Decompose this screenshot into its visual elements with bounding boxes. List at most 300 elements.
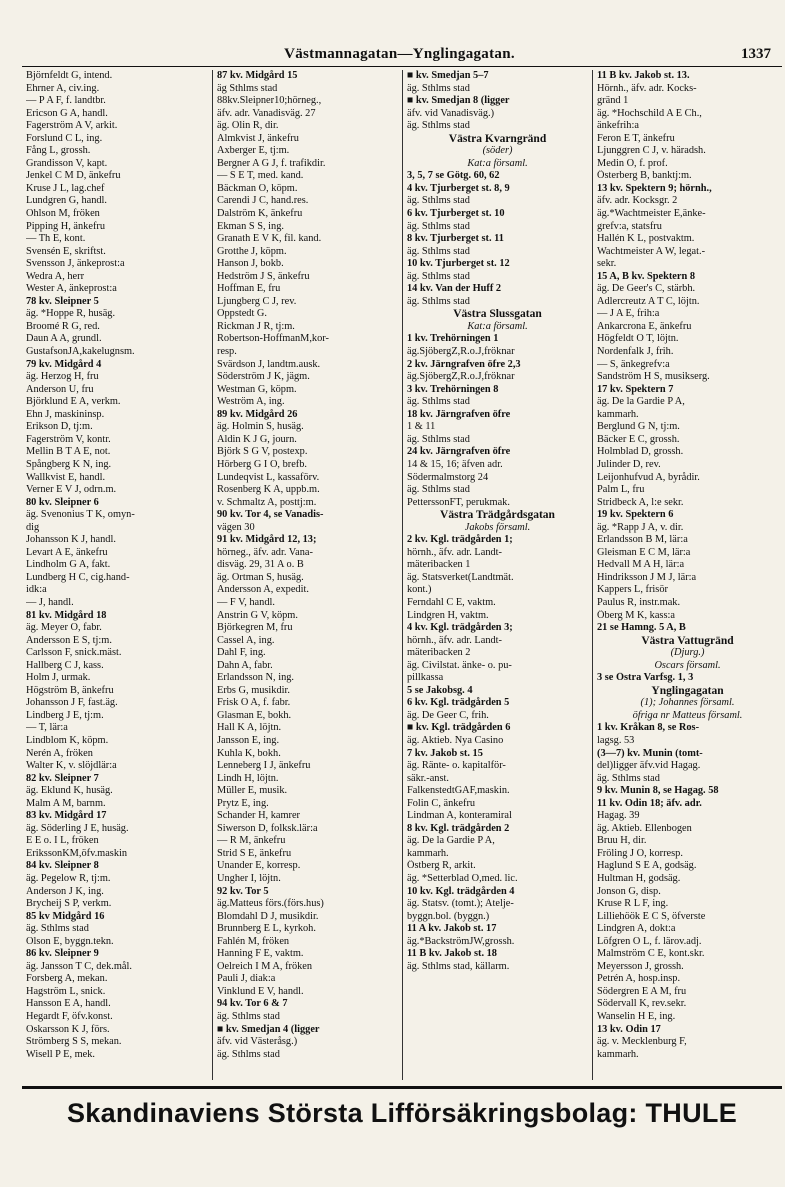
directory-entry: äg. Sthlms stad bbox=[407, 82, 470, 94]
directory-entry: 2 kv. Järngrafven öfre 2,3 bbox=[407, 358, 521, 370]
directory-entry: Lindh H, löjtn. bbox=[217, 772, 279, 784]
directory-entry: Ohlson M, fröken bbox=[26, 208, 100, 220]
directory-entry: 1 kv. Trehörningen 1 bbox=[407, 333, 499, 345]
directory-entry: Hedström J S, änkefru bbox=[217, 270, 310, 282]
directory-entry: Olson E, byggn.tekn. bbox=[26, 935, 114, 947]
directory-entry: äg.*BackströmJW,grossh. bbox=[407, 935, 515, 947]
directory-entry: ■ kv. Kgl. trädgården 6 bbox=[407, 722, 511, 734]
directory-entry: Aldin K J G, journ. bbox=[217, 433, 297, 445]
directory-entry: Wanselin H E, ing. bbox=[597, 1011, 676, 1023]
directory-entry: Pipping H, änkefru bbox=[26, 220, 106, 232]
directory-entry: Anstrin G V, köpm. bbox=[217, 609, 298, 621]
directory-entry: 6 kv. Tjurberget st. 10 bbox=[407, 208, 505, 220]
directory-entry: Erikson D, tj:m. bbox=[26, 421, 93, 433]
directory-entry: Fagerström A V, arkit. bbox=[26, 120, 118, 132]
directory-entry: 92 kv. Tor 5 bbox=[217, 885, 269, 897]
directory-entry: Dalström K, änkefru bbox=[217, 208, 303, 220]
directory-entry: 7 kv. Jakob st. 15 bbox=[407, 747, 483, 759]
directory-entry: 10 kv. Kgl. trädgården 4 bbox=[407, 885, 515, 897]
directory-entry: 13 kv. Odin 17 bbox=[597, 1023, 661, 1035]
directory-entry: Svensson J, änkeprost:a bbox=[26, 258, 125, 270]
directory-entry: Södermalmstorg 24 bbox=[407, 471, 489, 483]
directory-entry: 94 kv. Tor 6 & 7 bbox=[217, 998, 288, 1010]
directory-entry: Västra Slussgatan bbox=[453, 308, 542, 321]
directory-entry: 84 kv. Sleipner 8 bbox=[26, 860, 99, 872]
directory-entry: äg. Sthlms stad bbox=[407, 396, 470, 408]
directory-entry: v. Schmaltz A, posttj:m. bbox=[217, 496, 317, 508]
page-number: 1337 bbox=[741, 46, 771, 62]
directory-entry: 21 se Hamng. 5 A, B bbox=[597, 622, 686, 634]
directory-entry: Vinklund E V, handl. bbox=[217, 985, 304, 997]
directory-entry: Hultman H, godsäg. bbox=[597, 873, 681, 884]
directory-entry: 80 kv. Sleipner 6 bbox=[26, 496, 99, 508]
directory-entry: — Th E, kont. bbox=[26, 233, 86, 245]
directory-entry: Hallberg C J, kass. bbox=[26, 659, 104, 671]
footer-advertisement: Skandinaviens Största Lifförsäkringsbolag: THULE bbox=[66, 1098, 738, 1128]
directory-entry: kammarh. bbox=[597, 1048, 639, 1060]
directory-entry: Lindgren H, vaktm. bbox=[407, 609, 489, 621]
directory-entry: äg. Jansson T C, dek.mål. bbox=[26, 960, 132, 972]
directory-entry: äg. Statsv. (tomt.); Atelje- bbox=[407, 898, 514, 910]
directory-entry: Grandisson V, kapt. bbox=[26, 157, 108, 169]
directory-entry: Strömberg S S, mekan. bbox=[26, 1036, 122, 1048]
directory-entry: Oscars församl. bbox=[654, 659, 721, 671]
directory-entry: Bäcker E C, grossh. bbox=[597, 433, 680, 445]
directory-entry: Lindblom K, köpm. bbox=[26, 734, 109, 746]
directory-entry: resp. bbox=[217, 346, 237, 358]
directory-entry: idk:a bbox=[26, 584, 47, 596]
directory-entry: Kappers L, frisör bbox=[597, 584, 668, 596]
directory-entry: Erbs G, musikdir. bbox=[217, 684, 290, 696]
directory-entry: Axberger E, tj:m. bbox=[217, 145, 290, 157]
directory-entry: PetterssonFT, perukmak. bbox=[407, 496, 510, 508]
directory-entry: Österberg B, banktj:m. bbox=[597, 170, 692, 182]
directory-entry: 1 kv. Kråkan 8, se Ros- bbox=[597, 722, 700, 734]
directory-entry: Verner E V J, odrn.m. bbox=[26, 484, 117, 496]
directory-entry: äg. Civilstat. änke- o. pu- bbox=[407, 659, 512, 671]
directory-entry: Björk S G V, postexp. bbox=[217, 446, 308, 458]
directory-entry: hörnh., äfv. adr. Landt- bbox=[407, 546, 502, 558]
directory-entry: Fagerström V, kontr. bbox=[26, 433, 111, 445]
directory-entry: Granath E V K, fil. kand. bbox=[217, 233, 322, 245]
directory-entry: Feron E T, änkefru bbox=[597, 132, 675, 144]
directory-entry: äg. Sthlms stad bbox=[407, 484, 470, 496]
directory-entry: Jansson E, ing. bbox=[217, 734, 280, 746]
directory-entry: — P A F, f. landtbr. bbox=[26, 95, 106, 107]
directory-entry: Holmblad D, grossh. bbox=[597, 446, 684, 458]
directory-entry: Lindgren A, dokt:a bbox=[597, 923, 676, 935]
directory-entry: — F V, handl. bbox=[217, 596, 275, 608]
directory-entry: Gleisman E C M, lär:a bbox=[597, 546, 691, 558]
directory-entry: Glasman E, bokh. bbox=[217, 709, 292, 721]
directory-entry: Erlandsson N, ing. bbox=[217, 672, 294, 684]
directory-entry: äg. Sthlms stad bbox=[407, 195, 470, 207]
directory-entry: äg. De la Gardie P A, bbox=[597, 396, 685, 408]
directory-entry: 83 kv. Midgård 17 bbox=[26, 810, 107, 822]
directory-entry: Paulus R, instr.mak. bbox=[597, 596, 681, 608]
directory-entry: Björklund E A, verkm. bbox=[26, 396, 121, 408]
directory-entry: disväg. 29, 31 A o. B bbox=[217, 559, 304, 571]
directory-entry: 88kv.Sleipner10;hörneg., bbox=[217, 95, 322, 107]
directory-entry: äg. De la Gardie P A, bbox=[407, 835, 495, 847]
directory-entry: äfv. vid Västeråsg.) bbox=[217, 1036, 298, 1048]
directory-entry: Berglund G N, tj:m. bbox=[597, 421, 680, 433]
directory-entry: Lindberg J E, tj:m. bbox=[26, 709, 104, 721]
directory-entry: Öberg M K, kass:a bbox=[597, 609, 675, 621]
directory-entry: Haglund S E A, godsäg. bbox=[597, 860, 697, 872]
directory-entry: ■ kv. Smedjan 4 (ligger bbox=[217, 1023, 320, 1035]
directory-entry: Kruse R L F, ing. bbox=[597, 898, 669, 910]
directory-entry: Pauli J, diak:a bbox=[217, 973, 276, 985]
directory-entry: Weström A, ing. bbox=[217, 396, 285, 408]
directory-entry: äg. Meyer O, fabr. bbox=[26, 622, 102, 634]
directory-entry: Hagström L, snick. bbox=[26, 985, 106, 997]
directory-entry: Mellin B T A E, not. bbox=[26, 446, 111, 458]
directory-entry: Strid S E, änkefru bbox=[217, 847, 292, 859]
directory-entry: E E o. I L, fröken bbox=[26, 835, 99, 847]
directory-entry: Robertson-HoffmanM,kor- bbox=[217, 333, 329, 345]
directory-entry: Svärdson J, landtm.ausk. bbox=[217, 358, 321, 370]
directory-entry: Meyersson J, grossh. bbox=[597, 960, 684, 972]
directory-entry: del)ligger äfv.vid Hagag. bbox=[597, 760, 701, 772]
directory-entry: äg Sthlms stad bbox=[217, 82, 278, 94]
directory-entry: äg. De Geer C, frih. bbox=[407, 709, 489, 721]
directory-entry: Hagag. 39 bbox=[597, 810, 640, 822]
directory-entry: 91 kv. Midgård 12, 13; bbox=[217, 534, 317, 546]
directory-entry: 5 se Jakobsg. 4 bbox=[407, 684, 473, 696]
directory-entry: Björkegren M, fru bbox=[217, 622, 293, 634]
footer-rule bbox=[22, 1086, 782, 1089]
directory-entry: äg. *Hochschild A E Ch., bbox=[597, 107, 702, 119]
directory-entry: 4 kv. Kgl. trädgården 3; bbox=[407, 622, 513, 634]
directory-entry: Västra Kvarngränd bbox=[448, 132, 547, 145]
directory-entry: äg.SjöbergZ,R.o.J,fröknar bbox=[407, 346, 515, 358]
directory-entry: 2 kv. Kgl. trädgården 1; bbox=[407, 534, 513, 546]
directory-entry: Kruse J L, lag.chef bbox=[26, 182, 105, 194]
directory-entry: Malm A M, barnm. bbox=[26, 797, 106, 809]
directory-entry: 3, 5, 7 se Götg. 60, 62 bbox=[407, 170, 500, 182]
directory-entry: Hörberg G I O, brefb. bbox=[217, 458, 308, 470]
directory-entry: Sandström H S, musikserg. bbox=[597, 371, 710, 383]
directory-entry: — S E T, med. kand. bbox=[217, 170, 304, 182]
directory-entry: 85 kv Midgård 16 bbox=[26, 910, 105, 922]
directory-entry: Medin O, f. prof. bbox=[597, 157, 668, 169]
directory-entry: Lundberg H C, cig.hand- bbox=[26, 571, 130, 583]
directory-entry: Bruu H, dir. bbox=[597, 835, 647, 847]
directory-entry: äg.Matteus förs.(förs.hus) bbox=[217, 898, 324, 910]
directory-entry: äfv. vid Vanadisväg.) bbox=[407, 107, 495, 119]
directory-entry: äg. Sthlms stad bbox=[407, 433, 470, 445]
directory-entry: sekr. bbox=[597, 258, 617, 270]
directory-entry: 8 kv. Kgl. trädgården 2 bbox=[407, 822, 510, 834]
directory-entry: Carlsson F, snick.mäst. bbox=[26, 647, 122, 659]
directory-entry: äg. Olin R, dir. bbox=[217, 120, 279, 132]
directory-entry: äg. *Hoppe R, husäg. bbox=[26, 308, 116, 320]
directory-entry: FalkenstedtGAF,maskin. bbox=[407, 785, 510, 797]
directory-entry: 11 A kv. Jakob st. 17 bbox=[407, 923, 497, 935]
directory-entry: äg. *Rapp J A, v. dir. bbox=[597, 521, 684, 533]
directory-entry: äg. Holmin S, husäg. bbox=[217, 421, 304, 433]
directory-entry: Broomé R G, red. bbox=[26, 320, 100, 332]
directory-column-2 bbox=[212, 70, 402, 1080]
directory-entry: Oskarsson K J, förs. bbox=[26, 1023, 110, 1035]
directory-entry: gränd 1 bbox=[597, 95, 629, 107]
directory-entry: Löfgren O L, f. lärov.adj. bbox=[597, 935, 702, 947]
directory-entry: 6 kv. Kgl. trädgården 5 bbox=[407, 697, 510, 709]
directory-entry: Högström B, änkefru bbox=[26, 684, 114, 696]
directory-entry: Bäckman O, köpm. bbox=[217, 182, 298, 194]
directory-entry: Hallén K L, postvaktm. bbox=[597, 233, 695, 245]
directory-entry: Nordenfalk J, frih. bbox=[597, 346, 674, 358]
directory-entry: Ljunggren C J, v. häradsh. bbox=[597, 145, 706, 157]
directory-entry: 87 kv. Midgård 15 bbox=[217, 70, 298, 81]
directory-entry: Westman G, köpm. bbox=[217, 383, 297, 395]
directory-column-3 bbox=[402, 70, 592, 1080]
directory-entry: (Djurg.) bbox=[670, 647, 705, 659]
directory-entry: Levart A E, änkefru bbox=[26, 546, 108, 558]
directory-entry: Hanning F E, vaktm. bbox=[217, 948, 304, 960]
directory-entry: lagsg. 53 bbox=[597, 734, 635, 746]
directory-entry: Lundeqvist L, kassaförv. bbox=[217, 471, 320, 483]
directory-entry: äg. Sthlms stad bbox=[26, 923, 89, 935]
directory-entry: äg. Ortman S, husäg. bbox=[217, 571, 304, 583]
directory-entry: — J A E, frih:a bbox=[597, 308, 660, 320]
directory-entry: 24 kv. Järngrafven öfre bbox=[407, 446, 511, 458]
header-rule bbox=[22, 66, 782, 67]
directory-entry: Östberg R, arkit. bbox=[407, 860, 476, 872]
directory-entry: Ehn J, maskininsp. bbox=[26, 408, 105, 420]
directory-entry: Malmström C E, kont.skr. bbox=[597, 948, 705, 960]
directory-entry: Oppstedt G. bbox=[217, 308, 267, 320]
directory-entry: kammarh. bbox=[597, 408, 639, 420]
directory-entry: mäteribacken 2 bbox=[407, 647, 471, 659]
directory-entry: Johansson K J, handl. bbox=[26, 534, 116, 546]
directory-entry: ErikssonKM,öfv.maskin bbox=[26, 847, 128, 859]
directory-entry: 13 kv. Spektern 9; hörnh., bbox=[597, 182, 712, 194]
directory-entry: Oelreich I M A, fröken bbox=[217, 960, 313, 972]
directory-entry: (söder) bbox=[482, 145, 513, 157]
directory-entry: byggn.bol. (byggn.) bbox=[407, 910, 490, 922]
directory-entry: Wisell P E, mek. bbox=[26, 1048, 96, 1060]
directory-entry: Wedra A, herr bbox=[26, 270, 85, 282]
directory-entry: Ericson G A, handl. bbox=[26, 107, 108, 119]
directory-entry: Ankarcrona E, änkefru bbox=[597, 320, 692, 332]
directory-entry: Söderström J K, jägm. bbox=[217, 371, 310, 383]
directory-entry: — S, änkegrefv:a bbox=[597, 358, 670, 370]
directory-entry: Södergren E A M, fru bbox=[597, 985, 687, 997]
directory-entry: Ekman S S, ing. bbox=[217, 220, 284, 232]
directory-entry: dig bbox=[26, 521, 40, 533]
directory-entry: ■ kv. Smedjan 5–7 bbox=[407, 70, 489, 81]
directory-entry: Hanson J, bokb. bbox=[217, 258, 284, 270]
directory-entry: Brycheij S P, verkm. bbox=[26, 898, 112, 910]
directory-entry: Daun A A, grundl. bbox=[26, 333, 102, 345]
directory-entry: 1 & 11 bbox=[407, 421, 436, 433]
directory-entry: Hall K A, löjtn. bbox=[217, 722, 282, 734]
directory-entry: Blomdahl D J, musikdir. bbox=[217, 910, 319, 922]
directory-entry: äfv. adr. Vanadisväg. 27 bbox=[217, 107, 316, 119]
directory-entry: 4 kv. Tjurberget st. 8, 9 bbox=[407, 182, 510, 194]
directory-entry: — R M, änkefru bbox=[217, 835, 286, 847]
directory-column-4 bbox=[592, 70, 782, 1080]
directory-entry: äg. Sthlms stad, källarm. bbox=[407, 960, 510, 972]
directory-entry: Wachtmeister A W, legat.- bbox=[597, 245, 706, 257]
directory-entry: Anderson J K, ing. bbox=[26, 885, 104, 897]
directory-entry: Wester A, änkeprost:a bbox=[26, 283, 117, 295]
directory-entry: Svensén E, skriftst. bbox=[26, 245, 106, 257]
directory-entry: Brunnberg E L, kyrkoh. bbox=[217, 923, 316, 935]
directory-entry: Unander E, korresp. bbox=[217, 860, 301, 872]
directory-entry: änkefrih:a bbox=[597, 120, 639, 132]
directory-entry: 11 B kv. Jakob st. 18 bbox=[407, 948, 497, 960]
directory-entry: 82 kv. Sleipner 7 bbox=[26, 772, 99, 784]
directory-entry: Carendi J C, hand.res. bbox=[217, 195, 309, 207]
directory-entry: Dahl F, ing. bbox=[217, 647, 266, 659]
directory-entry: Lindman A, konteramiral bbox=[407, 810, 512, 822]
directory-entry: äg. Sthlms stad bbox=[407, 295, 470, 307]
directory-entry: Södervall K, rev.sekr. bbox=[597, 998, 687, 1010]
directory-entry: Anderson U, fru bbox=[26, 383, 94, 395]
directory-entry: äg. Herzog H, fru bbox=[26, 371, 99, 383]
directory-entry: 14 kv. Van der Huff 2 bbox=[407, 283, 502, 295]
directory-entry: vägen 30 bbox=[217, 521, 255, 533]
directory-entry: Jenkel C M D, änkefru bbox=[26, 170, 121, 182]
directory-entry: äg. Statsverket(Landtmät. bbox=[407, 571, 514, 583]
directory-entry: äg.*Wachtmeister E,änke- bbox=[597, 208, 706, 220]
directory-entry: Walter K, v. slöjdlär:a bbox=[26, 760, 117, 772]
directory-entry: Folin C, änkefru bbox=[407, 797, 476, 809]
directory-entry: Andersson E S, tj:m. bbox=[26, 634, 112, 646]
directory-entry: Grotthe J, köpm. bbox=[217, 245, 287, 257]
directory-entry: 8 kv. Tjurberget st. 11 bbox=[407, 233, 504, 245]
directory-entry: Forsberg A, mekan. bbox=[26, 973, 108, 985]
directory-entry: (3—7) kv. Munin (tomt- bbox=[597, 747, 703, 759]
directory-entry: Björnfeldt G, intend. bbox=[26, 70, 113, 81]
directory-entry: Ljungberg C J, rev. bbox=[217, 295, 297, 307]
directory-entry: hörneg., äfv. adr. Vana- bbox=[217, 546, 313, 558]
directory-entry: Hedvall M A H, lär:a bbox=[597, 559, 685, 571]
directory-entry: Cassel A, ing. bbox=[217, 634, 275, 646]
directory-entry: Frisk O A, f. fabr. bbox=[217, 697, 291, 709]
directory-entry: 19 kv. Spektern 6 bbox=[597, 509, 674, 521]
directory-entry: Petrén A, hosp.insp. bbox=[597, 973, 681, 985]
directory-entry: äg. v. Mecklenburg F, bbox=[597, 1036, 687, 1048]
directory-entry: äg. Söderling J E, husäg. bbox=[26, 822, 129, 834]
directory-entry: Fahlén M, fröken bbox=[217, 935, 290, 947]
directory-entry: 11 B kv. Jakob st. 13. bbox=[597, 70, 690, 81]
directory-entry: Nerén A, fröken bbox=[26, 747, 93, 759]
directory-entry: mäteribacken 1 bbox=[407, 559, 471, 571]
directory-entry: Palm L, fru bbox=[597, 484, 645, 496]
directory-entry: GustafsonJA,kakelugnsm. bbox=[26, 346, 135, 358]
directory-entry: Prytz E, ing. bbox=[217, 797, 269, 809]
directory-entry: Lindholm G A, fakt. bbox=[26, 559, 111, 571]
directory-entry: hörnh., äfv. adr. Landt- bbox=[407, 634, 502, 646]
directory-entry: Fång L, grossh. bbox=[26, 145, 91, 157]
directory-entry: Ynglingagatan bbox=[651, 684, 724, 697]
directory-entry: 90 kv. Tor 4, se Vanadis- bbox=[217, 509, 324, 521]
directory-entry: Jakobs församl. bbox=[464, 521, 531, 533]
directory-entry: Erlandsson B M, lär:a bbox=[597, 534, 688, 546]
directory-entry: äg. Sthlms stad bbox=[407, 120, 470, 132]
directory-entry: äg. De Geer's C, stärbh. bbox=[597, 283, 696, 295]
directory-entry: Müller E, musik. bbox=[217, 785, 288, 797]
directory-entry: Rosenberg K A, uppb.m. bbox=[217, 484, 320, 496]
directory-entry: Andersson A, expedit. bbox=[217, 584, 309, 596]
page-header bbox=[22, 46, 777, 66]
directory-entry: Adlercreutz A T C, löjtn. bbox=[597, 295, 700, 307]
directory-entry: 86 kv. Sleipner 9 bbox=[26, 948, 99, 960]
directory-entry: Lilliehöök E C S, öfverste bbox=[597, 910, 706, 922]
directory-entry: Bergner A G J, f. trafikdir. bbox=[217, 157, 326, 169]
directory-entry: Ferndahl C E, vaktm. bbox=[407, 596, 496, 608]
directory-entry: äg. Sthlms stad bbox=[407, 270, 470, 282]
directory-entry: Holm J, urmak. bbox=[26, 672, 91, 684]
directory-entry: grefv:a, statsfru bbox=[597, 220, 662, 232]
directory-entry: Kuhla K, bokh. bbox=[217, 747, 281, 759]
directory-entry: kammarh. bbox=[407, 847, 449, 859]
directory-entry: kont.) bbox=[407, 584, 432, 596]
directory-column-1 bbox=[22, 70, 212, 1080]
directory-entry: Ehrner A, civ.ing. bbox=[26, 82, 100, 94]
directory-entry: 3 se Östra Varfsg. 1, 3 bbox=[597, 672, 694, 684]
directory-entry: Dahn A, fabr. bbox=[217, 659, 273, 671]
directory-entry: Hegardt F, öfv.konst. bbox=[26, 1011, 113, 1023]
directory-entry: Högfeldt O T, löjtn. bbox=[597, 333, 679, 345]
directory-entry: Lundgren G, handl. bbox=[26, 195, 108, 207]
directory-entry: Lenneberg I J, änkefru bbox=[217, 760, 311, 772]
directory-entry: 11 kv. Odin 18; äfv. adr. bbox=[597, 797, 702, 809]
directory-entry: äg. Sthlms stad bbox=[407, 245, 470, 257]
directory-entry: Stridbeck A, l:e sekr. bbox=[597, 496, 684, 508]
directory-entry: Hörnh., äfv. adr. Kocks- bbox=[597, 82, 697, 94]
directory-entry: äg. Sthlms stad bbox=[217, 1048, 280, 1060]
directory-entry: Julinder D, rev. bbox=[597, 458, 661, 470]
directory-entry: 78 kv. Sleipner 5 bbox=[26, 295, 99, 307]
directory-entry: 18 kv. Järngrafven öfre bbox=[407, 408, 511, 420]
directory-entry: 9 kv. Munin 8, se Hagag. 58 bbox=[597, 785, 719, 797]
page-title: Västmannagatan—Ynglingagatan. bbox=[284, 46, 515, 62]
directory-entry: Leijonhufvud A, byrådir. bbox=[597, 471, 700, 483]
directory-entry: äg. Aktieb. Ellenbogen bbox=[597, 822, 692, 834]
directory-entry: äg. Sthlms stad bbox=[407, 220, 470, 232]
directory-entry: — J, handl. bbox=[26, 596, 74, 608]
directory-entry: äg. Pegelow R, tj:m. bbox=[26, 873, 111, 884]
directory-entry: Forslund C L, ing. bbox=[26, 132, 103, 144]
directory-entry: 17 kv. Spektern 7 bbox=[597, 383, 674, 395]
directory-entry: Hoffman E, fru bbox=[217, 283, 281, 295]
directory-entry: Wallkvist E, handl. bbox=[26, 471, 106, 483]
directory-entry: äg. Sthlms stad bbox=[597, 772, 660, 784]
directory-entry: Spångberg K N, ing. bbox=[26, 458, 112, 470]
directory-entry: Siwerson D, folksk.lär:a bbox=[217, 822, 318, 834]
directory-entry: äg. Aktieb. Nya Casino bbox=[407, 734, 504, 746]
directory-entry: 89 kv. Midgård 26 bbox=[217, 408, 298, 420]
directory-entry: Fröling J O, korresp. bbox=[597, 847, 683, 859]
directory-entry: Rickman J R, tj:m. bbox=[217, 320, 295, 332]
directory-entry: äg. Ränte- o. kapitalför- bbox=[407, 760, 506, 772]
directory-entry: öfriga nr Matteus församl. bbox=[632, 709, 743, 721]
directory-entry: äfv. adr. Kocksgr. 2 bbox=[597, 195, 678, 207]
directory-entry: (1); Johannes församl. bbox=[640, 697, 735, 709]
directory-entry: äg. Sthlms stad bbox=[217, 1011, 280, 1023]
directory-entry: ■ kv. Smedjan 8 (ligger bbox=[407, 95, 510, 107]
directory-entry: 14 & 15, 16; äfven adr. bbox=[407, 458, 503, 470]
directory-entry: Almkvist J, änkefru bbox=[217, 132, 299, 144]
directory-entry: — T, lär:a bbox=[26, 722, 68, 734]
directory-entry: Västra Vattugränd bbox=[641, 634, 734, 647]
directory-entry: 15 A, B kv. Spektern 8 bbox=[597, 270, 695, 282]
